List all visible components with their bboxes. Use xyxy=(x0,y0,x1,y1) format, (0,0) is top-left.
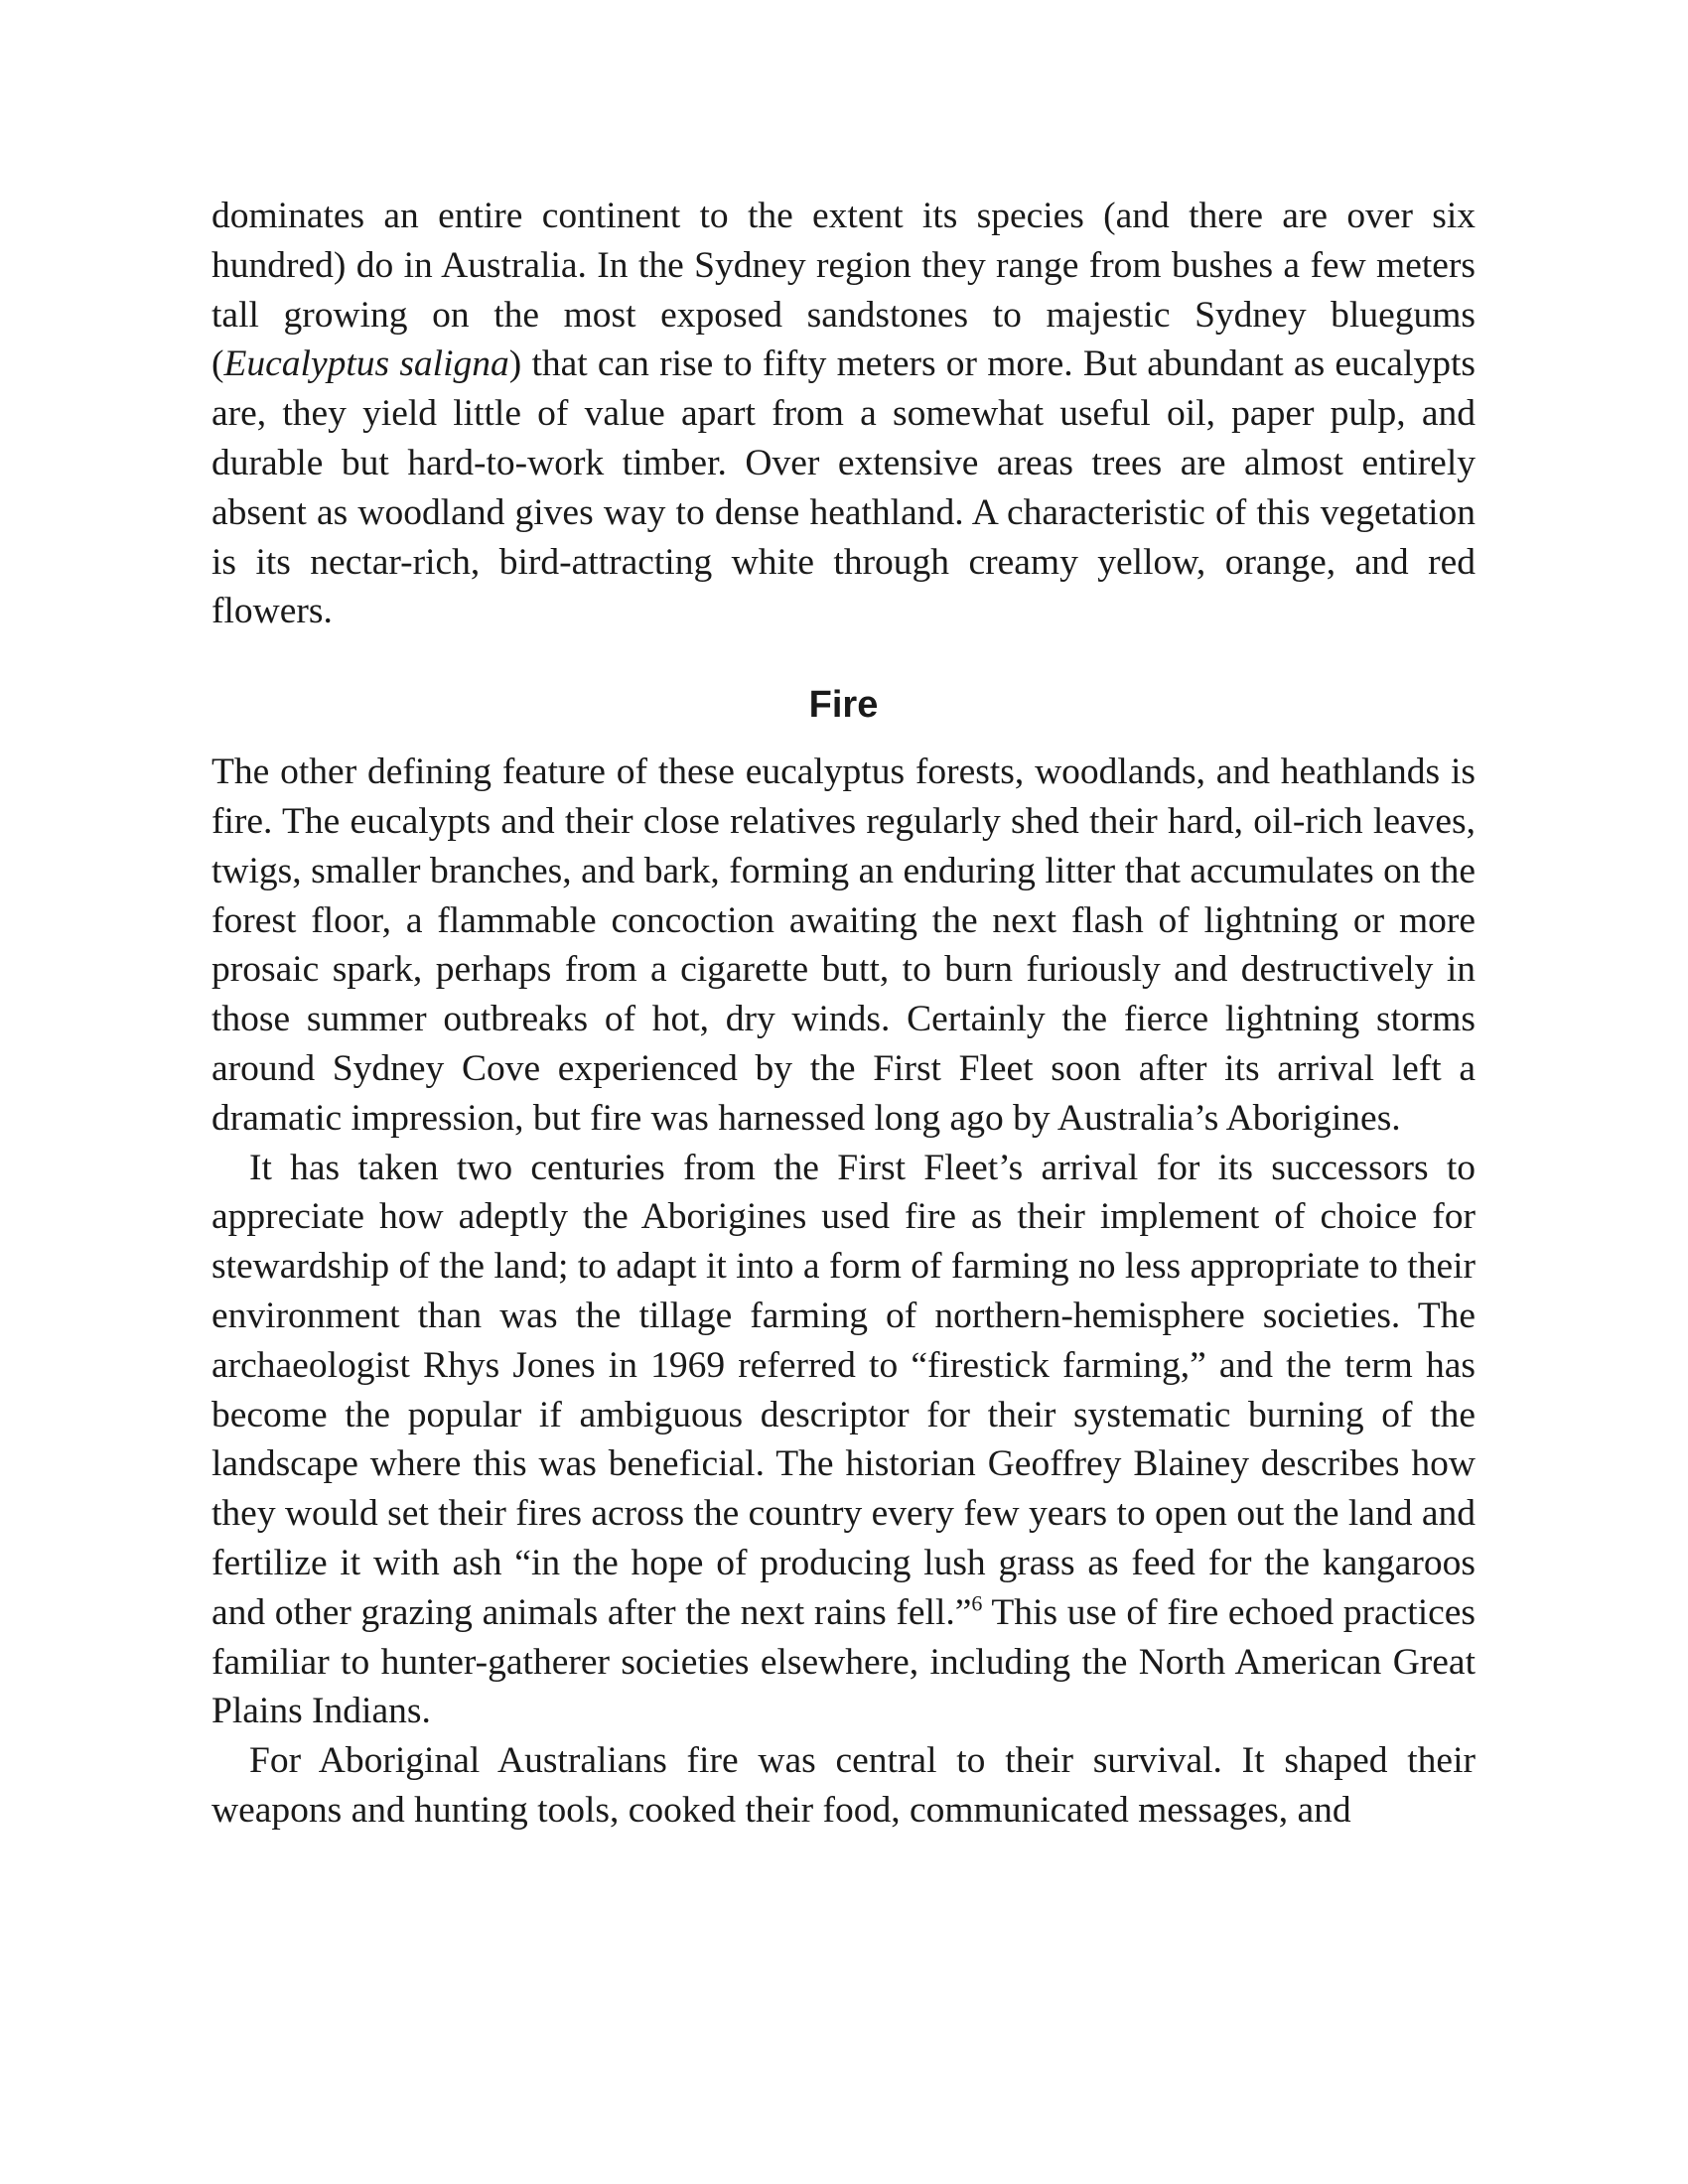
paragraph-text: ) that can rise to fifty meters or more. But abundant as eucalypts are, they yield little of value apart from a somewhat useful oil, paper pulp, and durable but hard-to-work timber. Over extensive areas trees are almost entirely absent as woodland gives way to dense heathland. A characteristic of this vegetation is its nectar-rich, bird-attracting white through creamy yellow, orange, and red flowers. xyxy=(211,343,1476,632)
body-paragraph xyxy=(211,1144,1476,1737)
species-name: Eucalyptus saligna xyxy=(223,343,509,385)
section-heading: Fire xyxy=(808,684,879,727)
page-body xyxy=(211,192,1476,1836)
paragraph-text: It has taken two centuries from the First Fleet’s arrival for its successors to appreciate how adeptly the Aborigines used fire as their implement of choice for stewardship of the land; to adapt it into a form of farming no less appropriate to their environment than was the tillage farming of northern-hemisphere societies. The archaeologist Rhys Jones in 1969 referred to “firestick farming,” and the term has become the popular if ambiguous descriptor for their systematic burning of the landscape where this was beneficial. The historian Geoffrey Blainey describes how they would set their fires across the country every few years to open out the land and fertilize it with ash “in the hope of producing lush grass as feed for the kangaroos and other grazing animals after the next rains fell.” xyxy=(211,1147,1476,1633)
paragraph-text: This use of fire echoed practices familiar to hunter-gatherer societies elsewhere, including the North American Great Plains Indians. xyxy=(211,1591,1476,1732)
paragraph-text: dominates an entire continent to the extent its species (and there are over six hundred) do in Australia. In the Sydney region they range from bushes a few meters tall growing on the most exposed sandstones to majestic Sydney bluegums ( xyxy=(211,196,1476,385)
body-paragraph: The other defining feature of these eucalyptus forests, woodlands, and heathlands is fire. The eucalypts and their close relatives regularly shed their hard, oil-rich leaves, twigs, smaller branches, and bark, forming an enduring litter that accumulates on the forest floor, a flammable concoction awaiting the next flash of lightning or more prosaic spark, perhaps from a cigarette butt, to burn furiously and destructively in those summer outbreaks of hot, dry winds. Certainly the fierce lightning storms around Sydney Cove experienced by the First Fleet soon after its arrival left a dramatic impression, but fire was harnessed long ago by Australia’s Aborigines. xyxy=(211,751,1476,1139)
body-paragraph: For Aboriginal Australians fire was central to their survival. It shaped their weapons and hunting tools, cooked their food, communicated messages, and xyxy=(211,1740,1476,1831)
body-paragraph xyxy=(211,192,1476,636)
footnote-reference: 6 xyxy=(971,1590,983,1616)
